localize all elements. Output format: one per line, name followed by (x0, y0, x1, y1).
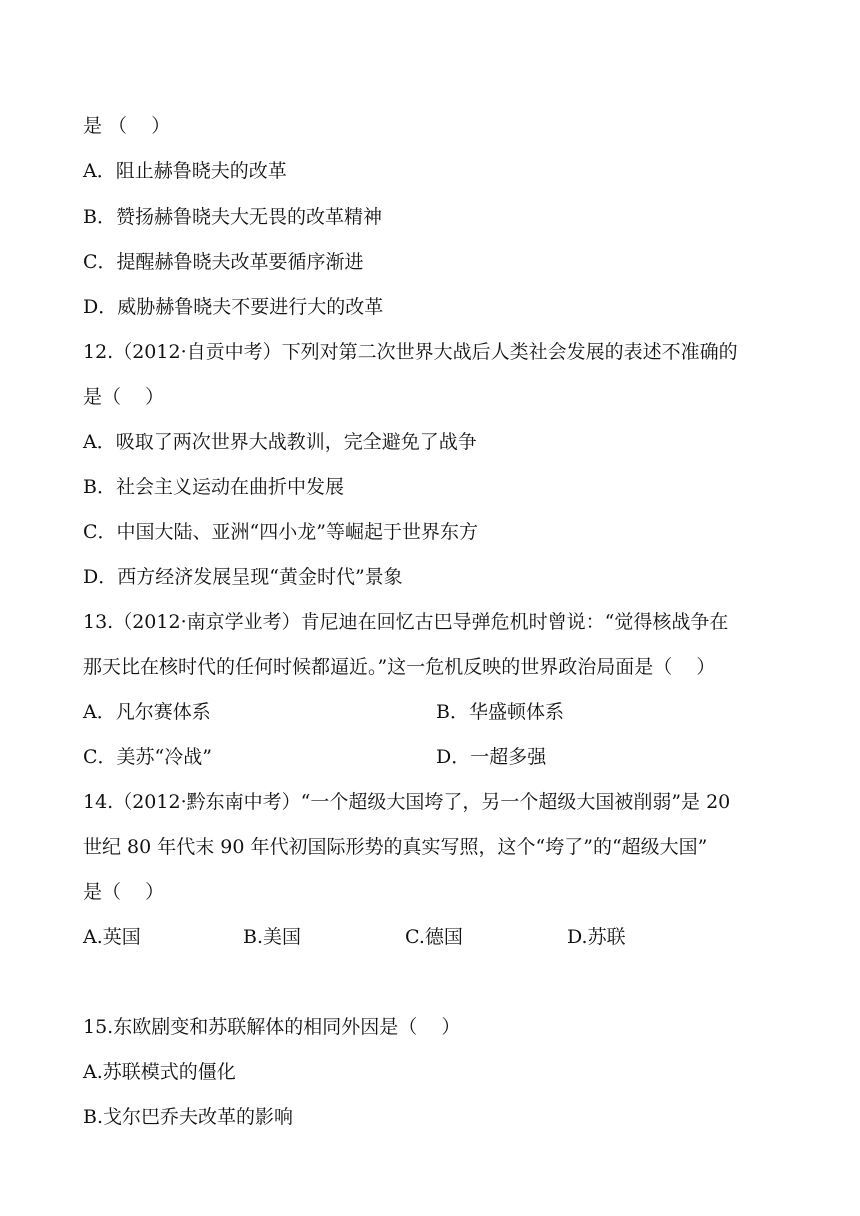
q11-option-c: C．提醒赫鲁晓夫改革要循序渐进 (83, 251, 364, 273)
q11-option-a: A．阻止赫鲁晓夫的改革 (83, 160, 287, 182)
q13-option-a: A．凡尔赛体系 (83, 701, 211, 723)
q11-tail: 是 （ ） (83, 115, 171, 137)
q11-option-d: D．威胁赫鲁晓夫不要进行大的改革 (83, 296, 384, 318)
q12-stem-line2: 是（ ） (83, 386, 165, 408)
q13-stem-line1: 13.（2012·南京学业考）肯尼迪在回忆古巴导弹危机时曾说：“觉得核战争在 (83, 611, 729, 633)
q14-option-c: C.德国 (405, 926, 463, 948)
q13-stem-line2: 那天比在核时代的任何时候都逼近。”这一危机反映的世界政治局面是（ ） (83, 656, 716, 678)
q14-option-a: A.英国 (83, 926, 141, 948)
q13-option-b: B．华盛顿体系 (436, 701, 564, 723)
q12-stem-line1: 12.（2012·自贡中考）下列对第二次世界大战后人类社会发展的表述不准确的 (83, 341, 738, 363)
q12-option-a: A．吸取了两次世界大战教训，完全避免了战争 (83, 431, 477, 453)
q15-option-b: B.戈尔巴乔夫改革的影响 (83, 1106, 294, 1128)
q11-option-b: B．赞扬赫鲁晓夫大无畏的改革精神 (83, 206, 382, 228)
q13-option-d: D．一超多强 (436, 746, 547, 768)
q14-option-d: D.苏联 (567, 926, 626, 948)
q14-stem-line1: 14.（2012·黔东南中考）“一个超级大国垮了，另一个超级大国被削弱”是 20 (83, 791, 731, 813)
q12-option-c: C．中国大陆、亚洲“四小龙”等崛起于世界东方 (83, 521, 478, 543)
q14-option-b: B.美国 (243, 926, 302, 948)
q14-stem-line2: 世纪 80 年代末 90 年代初国际形势的真实写照，这个“垮了”的“超级大国” (83, 836, 708, 858)
q15-option-a: A.苏联模式的僵化 (83, 1061, 236, 1083)
q12-option-d: D．西方经济发展呈现“黄金时代”景象 (83, 566, 403, 588)
q14-stem-line3: 是（ ） (83, 881, 165, 903)
q15-stem: 15.东欧剧变和苏联解体的相同外因是（ ） (83, 1016, 461, 1038)
q12-option-b: B．社会主义运动在曲折中发展 (83, 476, 344, 498)
q13-option-c: C．美苏“冷战” (83, 746, 212, 768)
